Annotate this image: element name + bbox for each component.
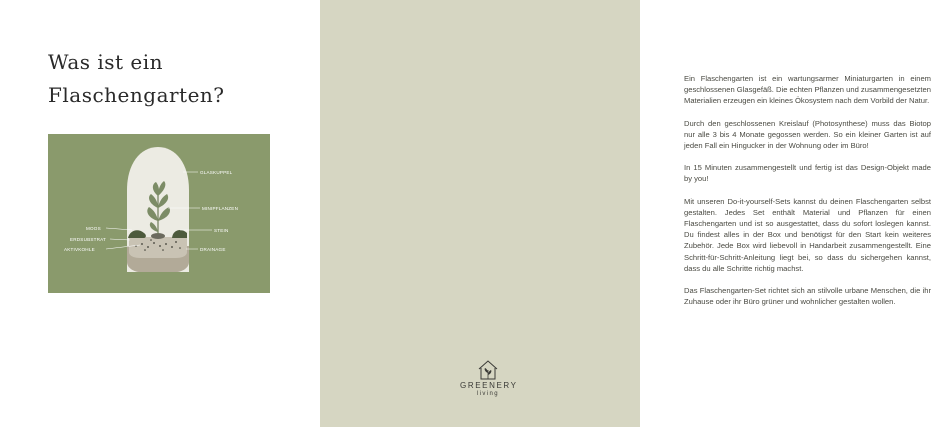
paragraph-cycle: Durch den geschlossenen Kreislauf (Photosynthese) muss das Biotop nur alle 3 bis 4 Monate gegossen werden. So ein kleiner Garten ist auf jeden Fall ein Hingucker in der Wohnung oder im Büro! — [684, 118, 931, 151]
terrarium-diagram — [48, 134, 270, 293]
page-title — [48, 46, 288, 112]
label-aktivkohle: AKTIVKOHLE — [64, 247, 95, 252]
left-panel — [0, 0, 320, 427]
paragraph-diy-sets: Mit unseren Do-it-yourself-Sets kannst du deinen Flaschengarten selbst gestalten. Jedes Set enthält Material und Pflanzen für einen Flaschengarten und ist so ausgestattet, dass du sofort loslegen kannst. Du findest alles in der Box und benötigst für den Start kein weiteres Zubehör. Jede Box wird liebevoll in Handarbeit zusammengestellt. Eine Schritt-für-Schritt-Anleitung liegt bei, so dass du sichergehen kannst, dass du alle Schritte richtig machst. — [684, 196, 931, 273]
body-text — [684, 73, 931, 318]
label-stein: STEIN — [214, 228, 229, 233]
title-line-2: Flaschengarten? — [48, 83, 225, 107]
soil-layer — [129, 237, 187, 258]
title-line-1: Was ist ein — [48, 50, 164, 74]
label-erdsubstrat: ERDSUBSTRAT — [70, 237, 107, 242]
paragraph-audience: Das Flaschengarten-Set richtet sich an stilvolle urbane Menschen, die ihr Zuhause oder ihr Büro grüner und wohnlicher gestalten wollen. — [684, 286, 931, 307]
paragraph-intro: Ein Flaschengarten ist ein wartungsarmer Miniaturgarten in einem geschlossenen Glasgefäß. Die echten Pflanzen und zusammengesetzten Materialien erzeugen ein kleines Ökosystem nach dem Vorbild der Natur. — [684, 74, 931, 106]
label-minipflanzen: MINIPFLANZEN — [202, 206, 239, 211]
label-drainage: DRAINAGE — [200, 247, 226, 252]
brand-tagline: living — [476, 391, 500, 397]
label-moos: MOOS — [86, 226, 101, 231]
label-glaskuppel: GLASKUPPEL — [200, 170, 233, 175]
brand-name: GREENERY — [460, 381, 518, 390]
brand-logo — [460, 358, 516, 398]
paragraph-quick: In 15 Minuten zusammengestellt und fertig ist das Design-Objekt made by you! — [684, 163, 931, 184]
right-panel — [320, 0, 931, 427]
house-plant-icon — [477, 358, 499, 380]
